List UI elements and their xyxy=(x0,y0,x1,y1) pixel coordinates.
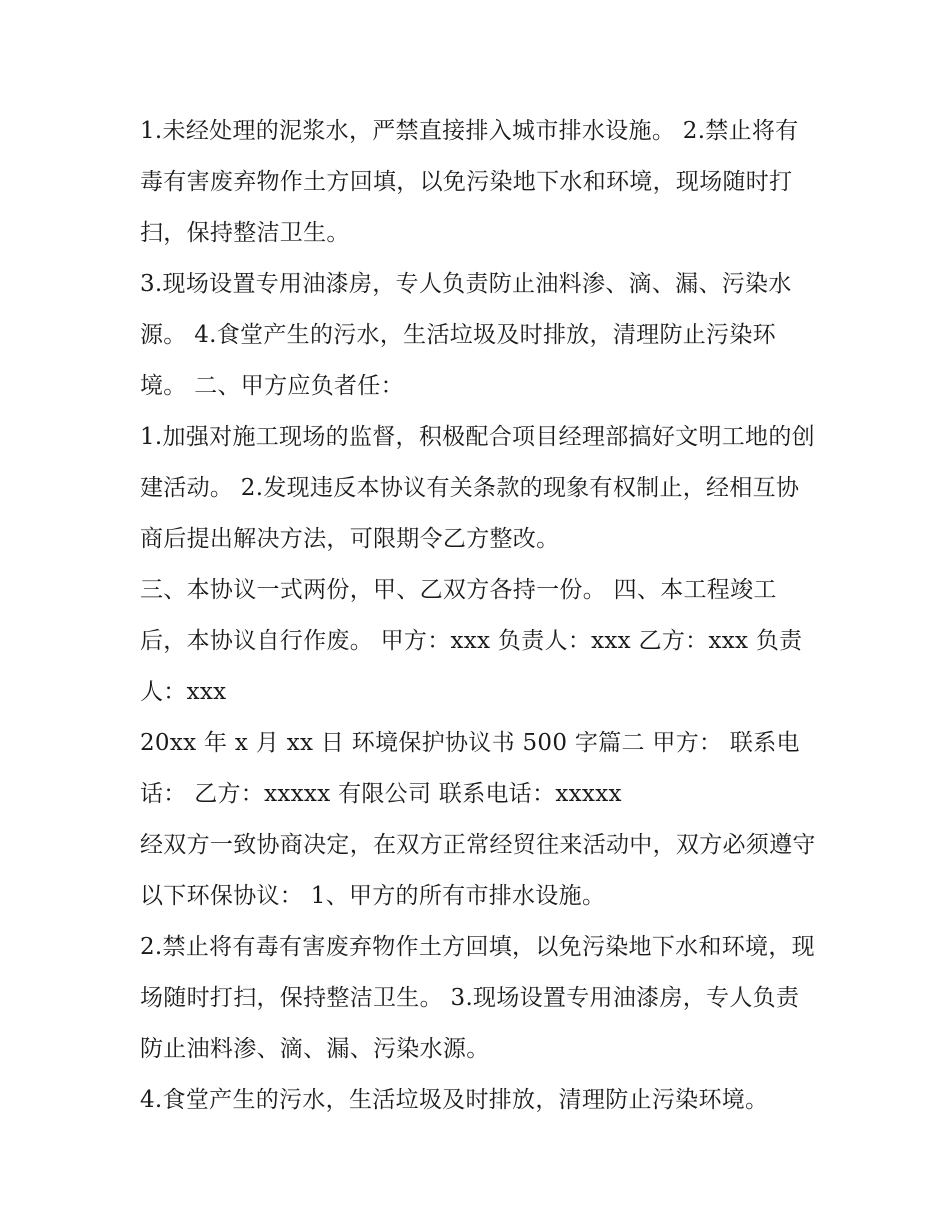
paragraph-4: 三、本协议一式两份，甲、乙双方各持一份。 四、本工程竣工后，本协议自行作废。 甲方：xxx 负责人：xxx 乙方：xxx 负责人：xxx xyxy=(140,577,803,705)
paragraph-8: 4.食堂产生的污水，生活垃圾及时排放，清理防止污染环境。 xyxy=(140,1087,769,1113)
paragraph-5: 20xx 年 x 月 xx 日 环境保护协议书 500 字篇二 甲方： 联系电话： 乙方：xxxxx 有限公司 联系电话：xxxxx xyxy=(140,730,800,807)
paragraph-6: 经双方一致协商决定，在双方正常经贸往来活动中，双方必须遵守以下环保协议： 1、甲方的所有市排水设施。 xyxy=(140,832,816,909)
paragraph-7: 2.禁止将有毒有害废弃物作土方回填，以免污染地下水和环境，现场随时打扫，保持整洁卫生。 3.现场设置专用油漆房，专人负责防止油料渗、滴、漏、污染水源。 xyxy=(140,934,815,1062)
paragraph-3: 1.加强对施工现场的监督，积极配合项目经理部搞好文明工地的创建活动。 2.发现违反本协议有关条款的现象有权制止，经相互协商后提出解决方法，可限期令乙方整改。 xyxy=(140,424,815,552)
paragraph-1: 1.未经处理的泥浆水，严禁直接排入城市排水设施。 2.禁止将有毒有害废弃物作土方回填，以免污染地下水和环境，现场随时打扫，保持整洁卫生。 xyxy=(140,118,799,246)
paragraph-2: 3.现场设置专用油漆房，专人负责防止油料渗、滴、漏、污染水源。 4.食堂产生的污水，生活垃圾及时排放，清理防止污染环境。 二、甲方应负者任： xyxy=(140,271,792,399)
document-body xyxy=(140,106,820,1126)
